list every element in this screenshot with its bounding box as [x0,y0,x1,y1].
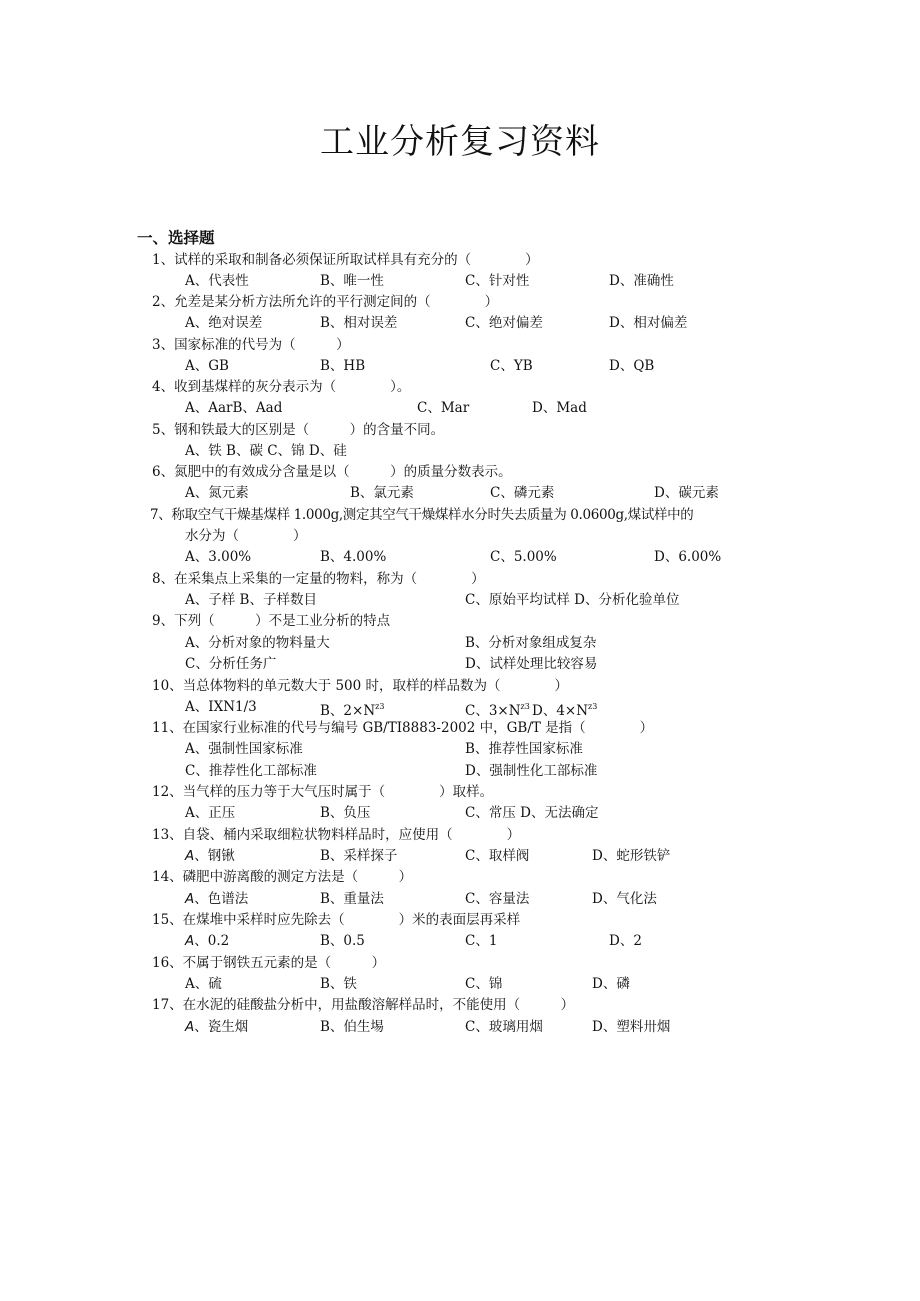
question-17: 17、在水泥的硅酸盐分析中，用盐酸溶解样品时，不能使用（ ） [152,997,575,1013]
option-c: C、磷元素 [490,485,555,501]
option-d: D、塑料卅烟 [592,1019,671,1035]
option-a [185,931,229,951]
option-a [185,846,235,866]
option-d: D、2 [609,933,642,949]
question-13: 13、自袋、桶内采取细粒状物料样品时，应使用（ ） [152,827,521,843]
option-b: B、采样探子 [320,848,398,864]
option-c: C、取样阀 [465,848,530,864]
option-c: C、推荐性化工部标准 [185,763,317,779]
question-14: 14、磷肥中游离酸的测定方法是（ ） [152,869,413,885]
question-4: 4、收到基煤样的灰分表示为（ ）。 [152,379,411,395]
option-d: D、6.00% [654,549,722,565]
option-d-exponent: z3 [588,702,598,711]
option-b: B、0.5 [320,933,365,949]
option-a-letter: A [185,891,195,907]
option-a-text: 、色谱法 [194,891,249,907]
option-b: B、4.00% [320,549,387,565]
section-heading: 一、选择题 [137,229,215,247]
option-a-text: 、瓷生烟 [194,1019,249,1035]
option-d: D、试样处理比较容易 [465,656,598,672]
option-a-text: 、0.2 [194,933,230,949]
option-a: A、3.00% [185,549,252,565]
option-a [185,889,248,909]
option-a: A、代表性 [185,273,249,289]
option-c-text: C、3×N [465,703,521,719]
option-b: B、铁 [320,976,357,992]
option-d: D、Mad [532,400,587,416]
option-a-letter: A [185,848,195,864]
option-a: A、IXN1/3 [185,699,257,715]
option-a-b: A、AarB、Aad [185,400,283,416]
option-d: D、蛇形铁铲 [592,848,671,864]
option-c-exponent: z3 [520,702,530,711]
option-a: A、硫 [185,976,222,992]
question-2: 2、允差是某分析方法所允许的平行测定间的（ ） [152,294,499,310]
question-10: 10、当总体物料的单元数大于 500 时，取样的样品数为（ ） [152,678,569,694]
question-12: 12、当气样的压力等于大气压时属于（ ）取样。 [152,784,494,800]
option-b: B、氯元素 [350,485,414,501]
question-1: 1、试样的采取和制备必须保证所取试样具有充分的（ ） [152,252,539,268]
options-inline: A、铁 B、碳 C、锦 D、硅 [185,443,347,459]
option-b: B、推荐性国家标准 [465,741,583,757]
option-b: B、负压 [320,805,371,821]
page-title: 工业分析复习资料 [320,122,600,162]
question-5: 5、钢和铁最大的区别是（ ）的含量不同。 [152,422,445,438]
option-c: C、Mar [417,400,470,416]
option-c: C、分析任务广 [185,656,277,672]
option-b: B、伯生埸 [320,1019,384,1035]
option-a-letter: A [185,1019,195,1035]
option-c-d: C、常压 D、无法确定 [465,805,599,821]
option-a: A、强制性国家标准 [185,741,303,757]
option-b: B、分析对象组成复杂 [465,635,597,651]
option-a: A、绝对误差 [185,315,263,331]
option-d: D、相对偏差 [609,315,688,331]
option-d: D、QB [609,358,655,374]
option-b: B、相对误差 [320,315,398,331]
option-a-text: 、钢锹 [194,848,235,864]
option-c: C、针对性 [465,273,530,289]
option-d-text: D、4×N [532,703,589,719]
option-b: B、重量法 [320,891,384,907]
option-d: D、气化法 [592,891,657,907]
option-b-exponent: z3 [375,702,385,711]
option-d: D、磷 [592,976,630,992]
option-d: D、强制性化工部标准 [465,763,598,779]
option-d: D、准确性 [609,273,674,289]
option-a: A、分析对象的物料量大 [185,635,330,651]
question-7-continued: 水分为（ ） [185,528,307,544]
option-c: C、5.00% [490,549,557,565]
option-a-b: A、子样 B、子样数目 [185,592,317,608]
option-d: D、碳元素 [654,485,719,501]
option-b: B、HB [320,358,366,374]
option-a-letter: A [185,933,195,949]
option-a: A、正压 [185,805,236,821]
option-c: C、绝对偏差 [465,315,543,331]
question-6: 6、氮肥中的有效成分含量是以（ ）的质量分数表示。 [152,464,512,480]
option-a: A、氮元素 [185,485,249,501]
option-b-text: B、2×N [320,703,376,719]
option-c-d: C、原始平均试样 D、分析化验单位 [465,592,680,608]
question-11: 11、在国家行业标准的代号与编号 GB/TI8883-2002 中，GB/T 是指（ ） [152,720,654,736]
option-c: C、1 [465,933,498,949]
question-8: 8、在采集点上采集的一定量的物料，称为（ ） [152,571,485,587]
question-16: 16、不属于钢铁五元素的是（ ） [152,955,386,971]
option-c: C、锦 [465,976,503,992]
question-3: 3、国家标准的代号为（ ） [152,337,350,353]
option-c: C、玻璃用烟 [465,1019,543,1035]
option-c: C、YB [490,358,533,374]
question-9: 9、下列（ ）不是工业分析的特点 [152,613,391,629]
option-c: C、容量法 [465,891,530,907]
option-b: B、唯一性 [320,273,384,289]
question-7: 7、称取空气干燥基煤样 1.000g,测定其空气干燥煤样水分时失去质量为 0.0600g,煤试样中的 [150,507,694,523]
option-a [185,1017,248,1037]
option-a: A、GB [185,358,229,374]
question-15: 15、在煤堆中采样时应先除去（ ）米的表面层再采样 [152,912,521,928]
